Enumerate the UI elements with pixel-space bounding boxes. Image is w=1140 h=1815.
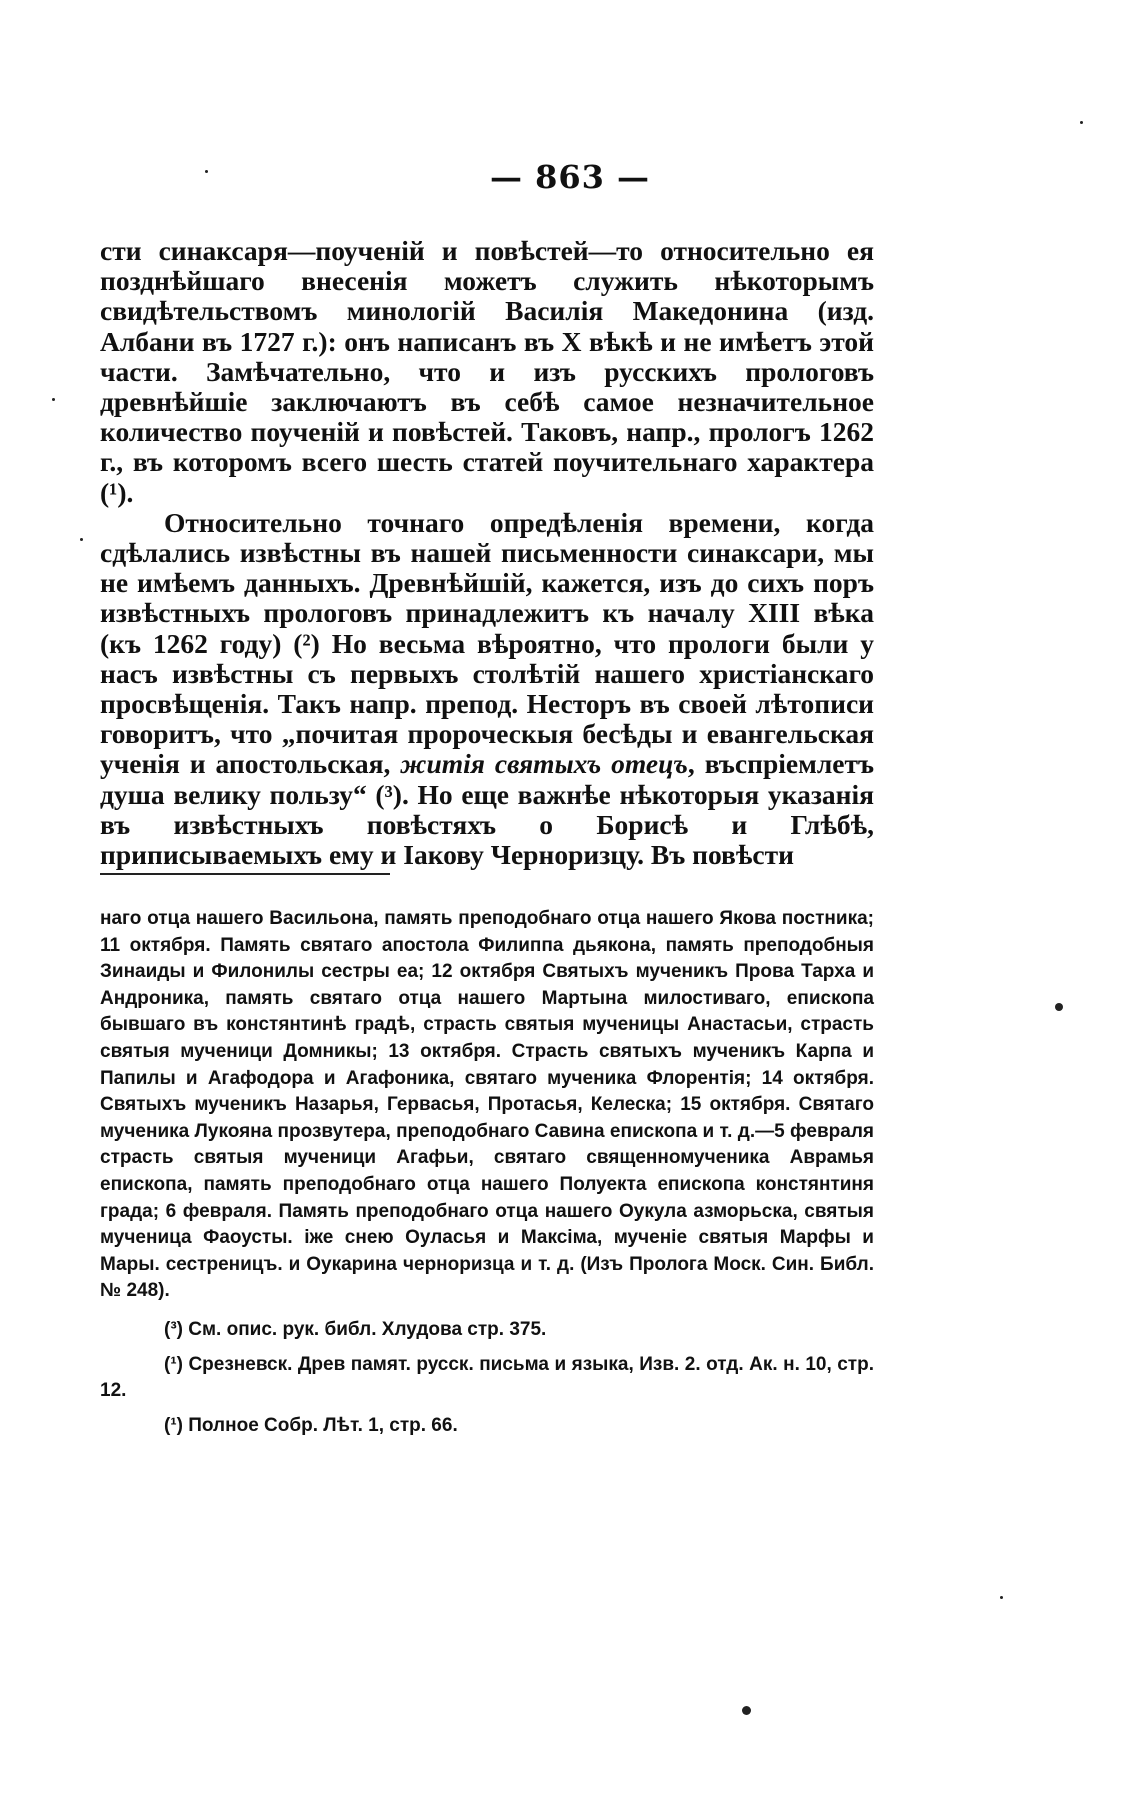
body-paragraph: сти синаксаря—поученій и повѣстей—то относительно ея позднѣйшаго внесенія можетъ служить нѣкоторымъ свидѣтельствомъ минологій Василія Македонина (изд. Албани въ 1727 г.): онъ написанъ въ X вѣкѣ и не имѣетъ этой части. Замѣчательно, что и изъ русскихъ прологовъ древнѣйшіе заключаютъ въ себѣ самое незначительное количество поученій и повѣстей. Таковъ, напр., прологъ 1262 г., въ которомъ всего шесть статей поучительнаго характера (¹). [100,235,874,508]
scan-speck [1055,1003,1063,1011]
footnote-divider [100,873,390,875]
scan-speck [1000,1596,1003,1599]
main-text [100,236,874,870]
italic-phrase: житія святыхъ отецъ [400,748,688,780]
scan-speck [52,398,55,401]
paragraph-text: , въспріемлетъ душа велику пользу“ (³). Но еще важнѣе нѣкоторыя указанія въ извѣстныхъ повѣстяхъ о Борисѣ и Глѣбѣ, приписываемыхъ ему и Іакову Черноризцу. Въ повѣсти [100,748,875,871]
footnote: (¹) Срезневск. Древ памят. русск. письма и языка, Изв. 2. отд. Ак. н. 10, стр. 12. [100,1353,874,1402]
paragraph-text: Относительно точнаго опредѣленія времени, когда сдѣлались извѣстны въ нашей письменности синаксари, мы не имѣемъ данныхъ. Древнѣйшій, кажется, изъ до сихъ поръ извѣстныхъ прологовъ принадлежитъ къ началу XIII вѣка (къ 1262 году) (²) Но весьма вѣроятно, что прологи были у насъ извѣстны съ первыхъ столѣтій нашего христіанскаго просвѣщенія. Такъ напр. препод. Несторъ въ своей лѣтописи говоритъ, что „почитая пророческыя бесѣды и евангельская ученія и апостольская, [100,506,874,780]
scan-speck [1080,121,1083,124]
page-number: — 863 — [489,158,651,196]
footnote: (¹) Полное Собр. Лѣт. 1, стр. 66. [164,1414,458,1436]
scan-speck [80,538,83,541]
body-paragraph [100,508,874,870]
scan-speck [205,170,208,173]
footnotes [100,906,874,1439]
scan-speck [742,1706,751,1715]
footnote: (³) См. опис. рук. библ. Хлудова стр. 375. [164,1318,547,1340]
footnote-continuation: наго отца нашего Васильона, память преподобнаго отца нашего Якова постника; 11 октября. Память святаго апостола Филиппа дьякона, память преподобныя Зинаиды и Филонилы сестры еа; 12 октября Святыхъ мученикъ Прова Тарха и Андроника, память святаго отца нашего Мартына милостиваго, епископа бывшаго въ констянтинѣ градѣ, страсть святыя мученицы Анастасьи, страсть святыя мученици Домникы; 13 октября. Страсть святыхъ мученикъ Карпа и Папилы и Агафодора и Агафоника, святаго мученика Флорентія; 14 октября. Святыхъ мученикъ Назарья, Гервасья, Протасья, Келеска; 15 октября. Святаго мученика Лукояна прозвутера, преподобнаго Савина епископа и т. д.—5 февраля страсть святыя мученици Агафьи, святаго священномученика Аврамья епископа, память преподобнаго отца нашего Полуекта епископа констянтиня града; 6 февраля. Память преподобнаго отца нашего Оукула азморьска, святыя мученица Фаоусты. іже снею Оуласья и Максіма, мученіе святыя Марфы и Мары. сестреницъ. и Оукарина черноризца и т. д. (Изъ Пролога Моск. Син. Библ. № 248). [100,908,874,1302]
